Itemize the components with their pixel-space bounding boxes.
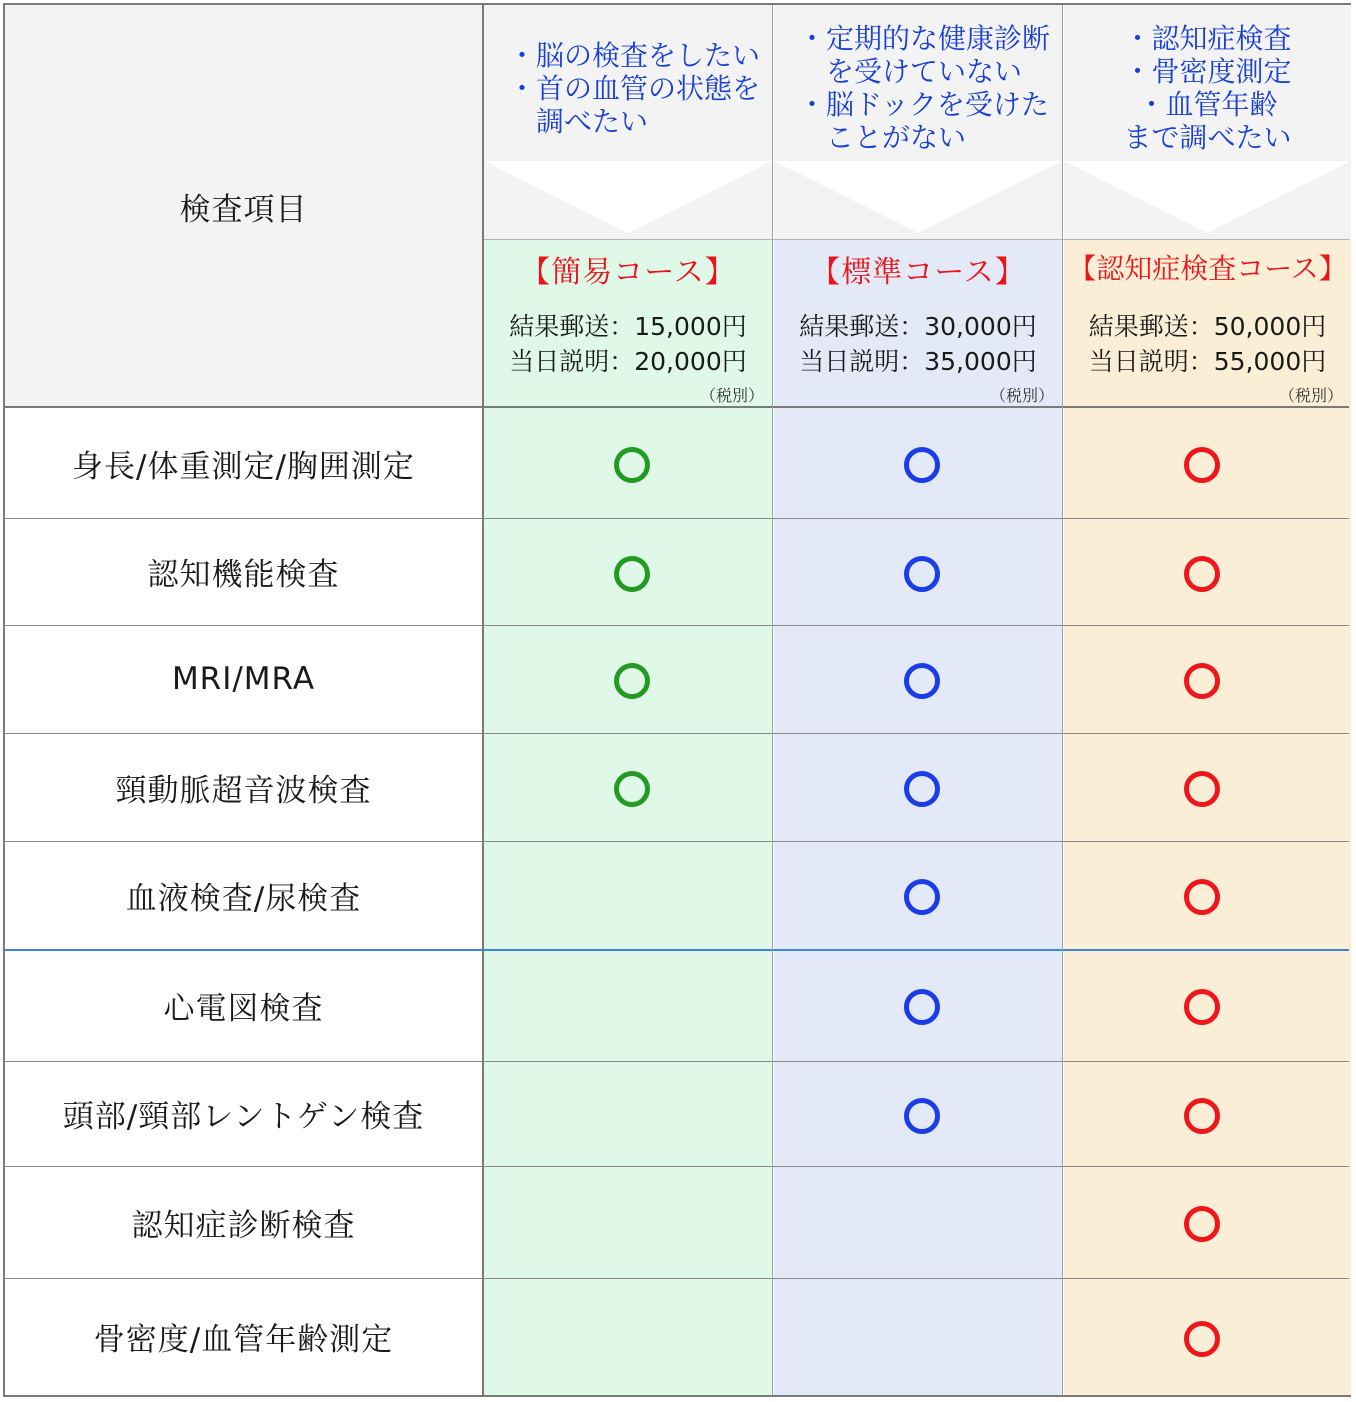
dementia-description-line: ・認知症検査 (1123, 22, 1292, 55)
standard-description-line: ・脳ドックを受けた (798, 88, 1049, 121)
simple-course-name: 【簡易コース】 (520, 255, 736, 290)
included-mark-icon (614, 447, 650, 483)
included-mark-icon (1184, 1206, 1220, 1242)
dementia-description-line: ・血管年齢 (1137, 88, 1278, 121)
column-divider (772, 5, 773, 1395)
row-label: MRI/MRA (171, 661, 316, 697)
row-label-cell (5, 1061, 482, 1166)
course-header-divider (484, 239, 1349, 240)
included-mark-icon (1184, 447, 1220, 483)
dementia-description-line: ・骨密度測定 (1123, 55, 1292, 88)
standard-price-same-day: 当日説明：35,000円 (799, 347, 1037, 376)
included-mark-icon (614, 663, 650, 699)
row-label: 身長/体重測定/胸囲測定 (72, 448, 415, 485)
simple-column-bg (484, 407, 772, 1395)
row-label-cell (5, 408, 482, 518)
standard-description-line: を受けていない (798, 55, 1023, 88)
header-label-cell (5, 5, 482, 407)
row-divider (5, 1166, 1349, 1167)
included-mark-icon (904, 1098, 940, 1134)
row-divider (5, 841, 1349, 842)
included-mark-icon (1184, 556, 1220, 592)
row-label: 心電図検査 (163, 990, 324, 1027)
dementia-price-mail: 結果郵送：50,000円 (1088, 312, 1327, 341)
row-divider (5, 733, 1349, 734)
standard-description-line: ・定期的な健康診断 (798, 22, 1051, 55)
simple-description-line: 調べたい (508, 105, 649, 138)
simple-description-line: ・脳の検査をしたい (508, 39, 761, 72)
included-mark-icon (1184, 1098, 1220, 1134)
standard-description (774, 5, 1062, 161)
included-mark-icon (614, 771, 650, 807)
dementia-arrow-icon (1064, 161, 1351, 239)
simple-price-mail: 結果郵送：15,000円 (509, 312, 747, 341)
row-label-cell (5, 518, 482, 625)
included-mark-icon (904, 556, 940, 592)
row-label: 頸動脈超音波検査 (115, 772, 372, 809)
row-divider (5, 1278, 1349, 1279)
simple-description (484, 5, 772, 161)
included-mark-icon (1184, 989, 1220, 1025)
row-label-cell (5, 733, 482, 841)
included-mark-icon (904, 663, 940, 699)
row-divider (5, 949, 1349, 951)
row-label-cell (5, 1278, 482, 1395)
dementia-course-header (1064, 239, 1351, 407)
column-divider (1062, 5, 1063, 1395)
row-label-cell (5, 625, 482, 733)
included-mark-icon (614, 556, 650, 592)
included-mark-icon (1184, 771, 1220, 807)
simple-arrow-icon (484, 161, 772, 239)
row-divider (5, 1061, 1349, 1062)
row-label: 血液検査/尿検査 (125, 880, 362, 917)
row-label-cell (5, 841, 482, 949)
simple-price-same-day: 当日説明：20,000円 (509, 347, 747, 376)
row-label: 認知症診断検査 (131, 1207, 356, 1244)
row-divider (5, 625, 1349, 626)
row-label-cell (5, 949, 482, 1061)
simple-description-line: ・首の血管の状態を (508, 72, 761, 105)
included-mark-icon (1184, 1321, 1220, 1357)
header-label: 検査項目 (179, 191, 308, 228)
included-mark-icon (904, 989, 940, 1025)
row-label: 認知機能検査 (147, 557, 340, 593)
included-mark-icon (1184, 879, 1220, 915)
dementia-description-line: まで調べたい (1123, 121, 1292, 154)
row-label-cell (5, 1166, 482, 1278)
dementia-price-same-day: 当日説明：55,000円 (1088, 347, 1327, 376)
simple-tax-note: （税別） (699, 386, 764, 405)
standard-description-line: ことがない (798, 121, 967, 154)
standard-course-header (774, 239, 1062, 407)
column-divider (482, 5, 484, 1395)
row-label: 頭部/頸部レントゲン検査 (62, 1099, 425, 1135)
included-mark-icon (904, 771, 940, 807)
course-comparison-table (3, 3, 1351, 1397)
row-divider (5, 518, 1349, 519)
included-mark-icon (904, 879, 940, 915)
standard-tax-note: （税別） (989, 386, 1054, 405)
dementia-tax-note: （税別） (1278, 386, 1343, 405)
dementia-description (1064, 5, 1351, 161)
row-label: 骨密度/血管年齢測定 (93, 1322, 394, 1358)
included-mark-icon (904, 447, 940, 483)
dementia-course-name: 【認知症検査コース】 (1068, 252, 1347, 285)
standard-course-name: 【標準コース】 (810, 255, 1026, 290)
simple-course-header (484, 239, 772, 407)
standard-arrow-icon (774, 161, 1062, 239)
included-mark-icon (1184, 663, 1220, 699)
standard-price-mail: 結果郵送：30,000円 (799, 312, 1037, 341)
